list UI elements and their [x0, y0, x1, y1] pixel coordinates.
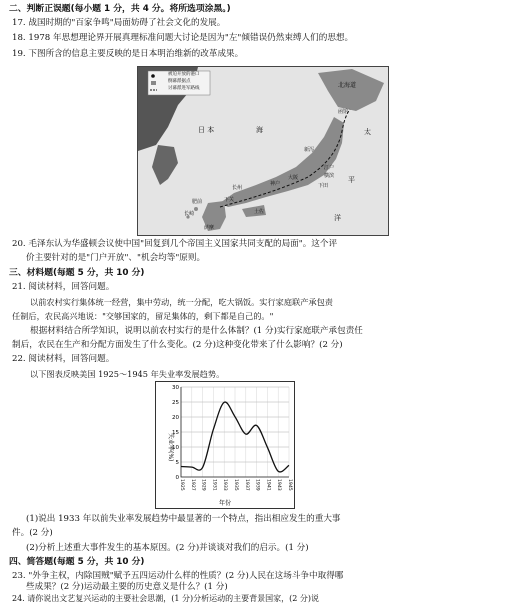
question-21-material-1: 以前农村实行集体统一经营，集中劳动，统一分配，吃大锅饭。实行家庭联产承包责 — [30, 297, 333, 307]
unemployment-line-chart — [155, 381, 295, 509]
x-tick-label: 1945 — [287, 479, 292, 491]
label-satsuma: 萨摩 — [204, 225, 215, 231]
section-4-heading: 四、简答题(每题 5 分，共 10 分) — [9, 557, 145, 567]
label-shimoda: 下田 — [318, 183, 329, 189]
question-24-line-1: 24. 请你说出文艺复兴运动的主要社会思潮，(1 分)分析运动的主要背景国家，(2 分)说 — [12, 594, 320, 603]
y-tick-label: 15 — [172, 430, 179, 436]
question-22-head: 22. 阅读材料，回答问题。 — [12, 354, 115, 364]
label-hizen: 肥前 — [192, 199, 203, 205]
x-tick-label: 1939 — [254, 479, 260, 491]
label-hakodate: 函馆 — [338, 109, 349, 115]
y-tick-label: 25 — [172, 400, 179, 406]
label-tai: 太 — [364, 128, 371, 136]
label-kobe: 神户 — [270, 181, 281, 187]
japan-map-figure — [137, 66, 389, 236]
label-ping: 平 — [348, 176, 355, 184]
section-2-heading: 二、判断正误题(每小题 1 分，共 4 分。将所选项涂黑。) — [9, 4, 231, 14]
legend-route: 讨幕派进军路线 — [168, 86, 200, 91]
label-choshu: 长州 — [232, 185, 243, 191]
y-tick-label: 30 — [172, 385, 179, 391]
question-21-head: 21. 阅读材料，回答问题。 — [12, 282, 115, 292]
label-yokohama: 横滨 — [324, 173, 335, 179]
question-20-line-1: 20. 毛泽东认为华盛顿会议使中国"回复到几个帝国主义国家共同支配的局面"。这个评 — [12, 239, 338, 249]
x-tick-label: 1929 — [200, 479, 206, 491]
y-tick-label: 20 — [172, 415, 179, 421]
question-17: 17. 战国时期的"百家争鸣"局面妨碍了社会文化的发展。 — [12, 18, 226, 28]
x-tick-label: 1935 — [233, 479, 238, 491]
label-ocean: 洋 — [334, 214, 341, 222]
x-tick-label: 1943 — [276, 479, 282, 491]
question-23-line-2: 些成果？(2 分)运动最主要的历史意义是什么？(1 分) — [26, 582, 228, 592]
section-3-heading: 三、材料题(每题 5 分，共 10 分) — [9, 268, 145, 278]
label-hokkaido: 北海道 — [338, 82, 357, 89]
question-22-part-1b: 件。(2 分) — [12, 528, 53, 538]
label-edo: 江户 — [324, 165, 335, 171]
x-tick-label: 1941 — [265, 479, 271, 491]
legend-bases: 倒幕派据点 — [168, 79, 191, 84]
question-22-part-2: (2)分析上述重大事件发生的基本原因。(2 分)并谈谈对我们的启示。(1 分) — [26, 543, 309, 553]
x-tick-label: 1925 — [179, 479, 184, 491]
question-21-ask-2: 制后，农民在生产和分配方面发生了什么变化。(2 分)这种变化带来了什么影响？(2 分) — [12, 340, 343, 350]
label-niigata: 新泻 — [304, 147, 315, 153]
x-tick-label: 1927 — [189, 479, 195, 491]
label-osaka: 大阪 — [288, 175, 299, 181]
x-tick-label: 1937 — [243, 479, 249, 491]
question-21-ask-1: 根据材料结合所学知识，说明以前农村实行的是什么体制？(1 分)实行家庭联产承包责任 — [30, 326, 363, 336]
question-22-intro: 以下图表反映美国 1925～1945 年失业率发展趋势。 — [30, 369, 225, 379]
x-tick-label: 1931 — [211, 479, 217, 491]
question-23-line-1: 23. "外争主权，内除国贼"赋予五四运动什么样的性质？(2 分)人民在这场斗争中取得哪 — [12, 571, 344, 581]
question-22-part-1: (1)说出 1933 年以前失业率发展趋势中最显著的一个特点，指出相应发生的重大事 — [26, 514, 341, 524]
label-tosa: 土佐 — [254, 209, 265, 215]
legend-ports: 被迫开放的港口 — [168, 72, 200, 77]
y-tick-label: 5 — [175, 460, 179, 466]
question-18: 18. 1978 年思想理论界开展真理标准问题大讨论是因为"左"倾错误仍然束缚人们的思想。 — [12, 33, 354, 43]
x-axis-label: 年份 — [218, 500, 232, 507]
y-tick-label: 0 — [175, 475, 179, 481]
question-21-material-2: 任制后，农民高兴地说："交够国家的，留足集体的，剩下都是自己的。" — [12, 311, 274, 321]
question-19: 19. 下图所含的信息主要反映的是日本明治维新的改革成果。 — [12, 49, 244, 59]
x-tick-label: 1933 — [222, 479, 228, 491]
y-axis-label: 失业率(%) — [167, 433, 174, 462]
question-20-line-2: 价主要针对的是"门户开放"、"机会均等"原则。 — [26, 253, 206, 263]
label-sea: 海 — [256, 126, 263, 134]
label-shimonoseki: 下关 — [224, 197, 235, 203]
label-nagasaki: 长崎 — [184, 211, 195, 217]
y-tick-label: 10 — [172, 445, 179, 451]
label-japan: 日 本 — [198, 126, 215, 134]
